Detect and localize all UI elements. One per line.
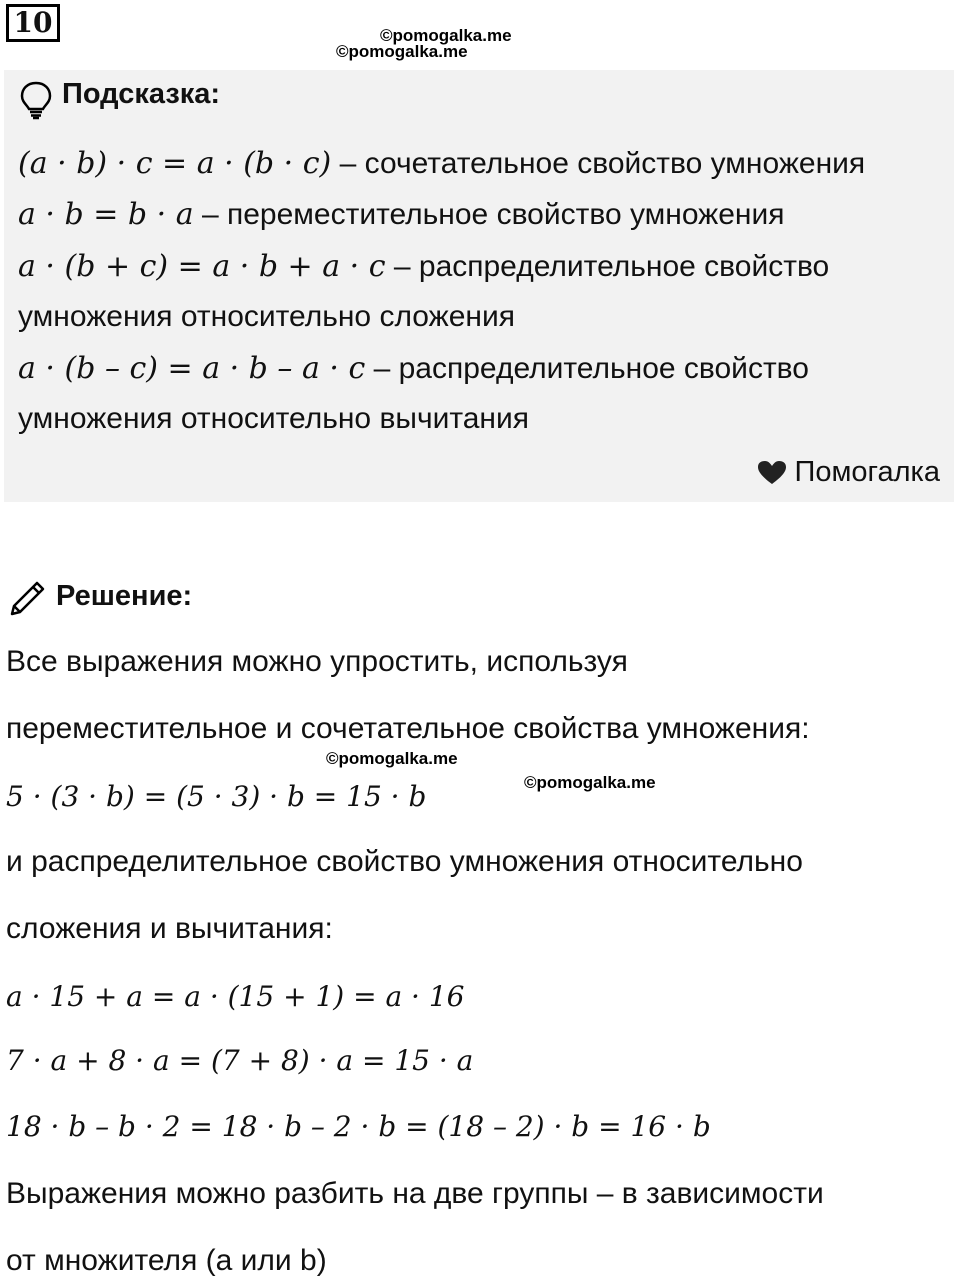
watermark: ©pomogalka.me	[380, 26, 512, 45]
watermark: ©pomogalka.me	[336, 42, 468, 61]
solution-line: a · 15 + a = a · (15 + 1) = a · 16	[6, 980, 465, 1013]
brand-label: Помогалка	[757, 456, 940, 489]
solution-line: и распределительное свойство умножения относительно	[6, 845, 803, 878]
heart-icon	[757, 460, 787, 486]
hint-line: a · (b – c) = a · b – a · c – распределительное свойство	[18, 351, 809, 386]
hint-line: a · b = b · a – переместительное свойство умножения	[18, 197, 785, 232]
solution-line: сложения и вычитания:	[6, 912, 333, 945]
hint-line: умножения относительно сложения	[18, 300, 515, 333]
solution-line: от множителя (a или b)	[6, 1244, 327, 1277]
hint-line: a · (b + c) = a · b + a · c – распределительное свойство	[18, 249, 830, 284]
pencil-icon	[8, 576, 50, 618]
solution-title: Решение:	[56, 580, 193, 612]
watermark: ©pomogalka.me	[524, 773, 656, 792]
solution-line: Выражения можно разбить на две группы – в зависимости	[6, 1177, 824, 1210]
watermark: ©pomogalka.me	[326, 749, 458, 768]
solution-line: Все выражения можно упростить, используя	[6, 645, 628, 678]
solution-line: 5 · (3 · b) = (5 · 3) · b = 15 · b	[6, 780, 427, 813]
hint-line: умножения относительно вычитания	[18, 402, 529, 435]
task-number: 10	[6, 4, 60, 42]
solution-line: 7 · a + 8 · a = (7 + 8) · a = 15 · a	[6, 1044, 474, 1077]
solution-line: 18 · b – b · 2 = 18 · b – 2 · b = (18 – 2) · b = 16 · b	[6, 1110, 711, 1143]
hint-line: (a · b) · c = a · (b · c) – сочетательное свойство умножения	[18, 146, 866, 181]
hint-title: Подсказка:	[62, 78, 221, 110]
hint-panel	[4, 70, 954, 502]
lightbulb-icon	[18, 80, 54, 120]
solution-line: переместительное и сочетательное свойства умножения:	[6, 712, 810, 745]
